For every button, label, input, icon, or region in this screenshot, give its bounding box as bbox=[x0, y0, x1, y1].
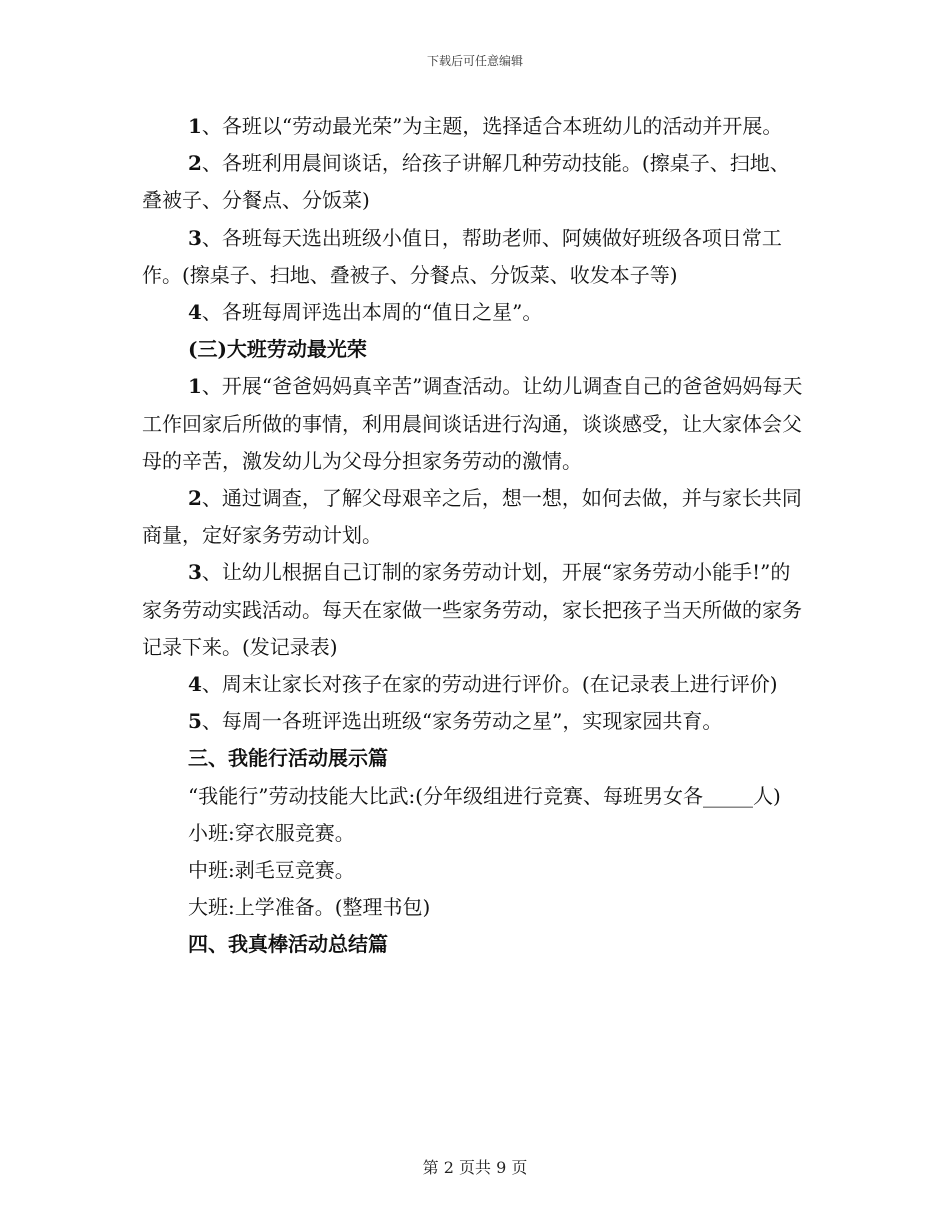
section3-intro: “我能行”劳动技能大比武:(分年级组进行竞赛、每班男女各_____人) bbox=[188, 783, 781, 808]
page-header: 下载后可任意编辑 bbox=[426, 54, 523, 68]
item-number: 3 bbox=[188, 560, 202, 585]
item-text: 、各班以“劳动最光荣”为主题，选择适合本班幼儿的活动并开展。 bbox=[201, 114, 783, 138]
item-number: 1 bbox=[188, 114, 202, 138]
list-item bbox=[142, 480, 807, 554]
section-heading-4: 四、我真棒活动总结篇 bbox=[188, 932, 388, 957]
list-item bbox=[142, 368, 807, 480]
item-text: 、让幼儿根据自己订制的家务劳动计划，开展“家务劳动小能手!”的家务劳动实践活动。每天在家做一些家务劳动，家长把孩子当天所做的家务记录下来。(发记录表) bbox=[142, 560, 802, 659]
item-number: 4 bbox=[188, 300, 202, 325]
item-text: 、周末让家长对孩子在家的劳动进行评价。(在记录表上进行评价) bbox=[201, 672, 778, 697]
page-footer: 第 2 页共 9 页 bbox=[422, 1158, 528, 1177]
item-number: 2 bbox=[188, 151, 202, 176]
item-number: 4 bbox=[188, 672, 202, 697]
item-number: 3 bbox=[188, 225, 202, 250]
list-item bbox=[142, 703, 807, 740]
item-number: 2 bbox=[188, 486, 202, 511]
item-text: 、各班每天选出班级小值日，帮助老师、阿姨做好班级各项日常工作。(擦桌子、扫地、叠被子、分餐点、分饭菜、收发本子等) bbox=[142, 225, 782, 287]
competition-item: 小班:穿衣服竞赛。 bbox=[188, 820, 355, 845]
list-item bbox=[142, 666, 807, 703]
list-item bbox=[142, 554, 807, 666]
list-item bbox=[142, 108, 807, 145]
list-item bbox=[142, 145, 807, 219]
item-number: 1 bbox=[188, 374, 202, 399]
item-number: 5 bbox=[188, 709, 202, 734]
list-item bbox=[142, 294, 807, 331]
item-text: 、各班利用晨间谈话，给孩子讲解几种劳动技能。(擦桌子、扫地、叠被子、分餐点、分饭菜) bbox=[142, 151, 790, 213]
section-heading-big-class: (三)大班劳动最光荣 bbox=[188, 337, 367, 362]
competition-item: 中班:剥毛豆竞赛。 bbox=[188, 858, 355, 883]
item-text: 、开展“爸爸妈妈真辛苦”调查活动。让幼儿调查自己的爸爸妈妈每天工作回家后所做的事情，利用晨间谈话进行沟通，谈谈感受，让大家体会父母的辛苦，激发幼儿为父母分担家务劳动的激情。 bbox=[142, 374, 803, 473]
item-text: 、通过调查，了解父母艰辛之后，想一想，如何去做，并与家长共同商量，定好家务劳动计划。 bbox=[142, 486, 802, 548]
item-text: 、每周一各班评选出班级“家务劳动之星”，实现家园共育。 bbox=[201, 709, 723, 734]
item-text: 、各班每周评选出本周的“值日之星”。 bbox=[201, 300, 543, 325]
competition-item: 大班:上学准备。(整理书包) bbox=[188, 895, 431, 920]
section-heading-3: 三、我能行活动展示篇 bbox=[188, 746, 388, 771]
list-item bbox=[142, 220, 807, 294]
document-body bbox=[142, 108, 807, 964]
